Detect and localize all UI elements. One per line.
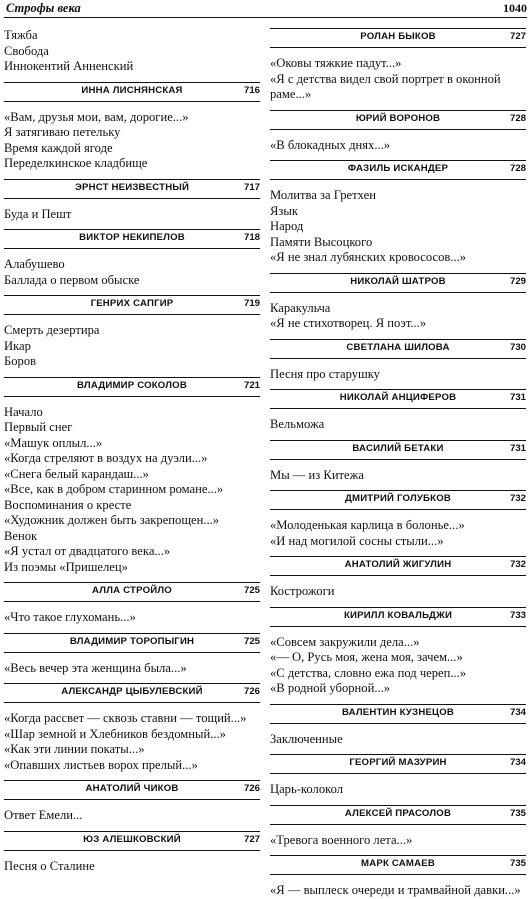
- author-heading: [270, 339, 526, 359]
- poem-title: Алабушево: [4, 257, 65, 271]
- author-page-number: 725: [243, 585, 260, 596]
- poem-title: Воспоминания о кресте: [4, 497, 132, 512]
- poem-title: «Когда рассвет — сквозь ставни — тощий...»: [4, 711, 247, 725]
- author-page-number: 719: [243, 298, 260, 309]
- poem-title: «Художник должен быть закрепощен...»: [4, 513, 220, 527]
- poem-title: Я затягиваю петельку: [4, 125, 121, 139]
- author-page-number: 731: [509, 442, 526, 454]
- author-section: [270, 273, 526, 332]
- author-heading: [4, 229, 260, 249]
- poem-title: Каракульча: [270, 300, 331, 315]
- author-section: [4, 831, 260, 875]
- author-page-number: 727: [509, 31, 526, 42]
- author-heading: [270, 110, 526, 130]
- author-name: АЛЛА СТРОЙЛО: [92, 585, 172, 596]
- author-section: [4, 582, 260, 626]
- author-name: МАРК САМАЕВ: [361, 858, 435, 869]
- poem-title: Царь-колокол: [270, 782, 344, 796]
- author-section: [4, 295, 260, 370]
- poem-title: Тяжба: [4, 28, 38, 42]
- author-heading: [270, 160, 526, 180]
- poem-title: Народ: [270, 219, 304, 233]
- author-section: [4, 82, 260, 172]
- poem-title: Язык: [270, 203, 298, 218]
- book-title: Строфы века: [6, 1, 81, 15]
- poem-title: «Все, как в добром старинном романе...»: [4, 482, 224, 496]
- poem-title: Боров: [4, 354, 37, 368]
- poem-title: Песня про старушку: [270, 366, 380, 381]
- author-heading: [270, 855, 526, 875]
- author-heading: [270, 556, 526, 576]
- author-name: ВЛАДИМИР СОКОЛОВ: [77, 379, 187, 391]
- poem-title: Кострожоги: [270, 584, 335, 598]
- poem-title: Памяти Высоцкого: [270, 234, 373, 249]
- author-name: ФАЗИЛЬ ИСКАНДЕР: [347, 163, 449, 174]
- author-name: СВЕТЛАНА ШИЛОВА: [346, 341, 450, 353]
- author-heading: [4, 582, 260, 602]
- poem-title: «Я — выплеск очереди и трамвайной давки...»: [270, 883, 521, 897]
- author-section: [4, 683, 260, 773]
- poem-title: «Машук оплыл...»: [4, 435, 103, 450]
- author-section: [270, 440, 526, 484]
- author-name: АЛЕКСЕЙ ПРАСОЛОВ: [344, 807, 452, 819]
- author-name: АЛЕКСАНДР ЦЫБУЛЕВСКИЙ: [61, 686, 203, 697]
- poem-title: «Снега белый карандаш...»: [4, 466, 149, 481]
- poem-title: Вельможа: [270, 417, 325, 431]
- author-section: [270, 490, 526, 549]
- author-section: [4, 377, 260, 576]
- author-page-number: 728: [509, 163, 526, 174]
- author-section: [270, 607, 526, 697]
- author-heading: [270, 490, 526, 510]
- author-name: ИННА ЛИСНЯНСКАЯ: [81, 84, 183, 96]
- author-name: ГЕОРГИЙ МАЗУРИН: [349, 757, 447, 768]
- author-name: ВЛАДИМИР ТОРОПЫГИН: [69, 635, 195, 647]
- poem-title: «Я не знал лубянских кровососов...»: [270, 250, 467, 264]
- author-section: [4, 229, 260, 288]
- poem-title: раме...»: [270, 87, 312, 101]
- author-name: ЮРИЙ ВОРОНОВ: [355, 112, 441, 124]
- author-page-number: 735: [509, 807, 526, 819]
- author-heading: [4, 82, 260, 102]
- author-page-number: 731: [509, 392, 526, 403]
- author-name: ВАСИЛИЙ БЕТАКИ: [352, 442, 444, 454]
- author-name: ВАЛЕНТИН КУЗНЕЦОВ: [341, 706, 455, 718]
- author-section: [270, 339, 526, 383]
- right-column: [270, 28, 526, 899]
- author-page-number: 721: [243, 379, 260, 391]
- author-page-number: 728: [509, 112, 526, 124]
- poem-title: «Когда стреляют в воздух на дуэли...»: [4, 451, 208, 465]
- author-section: [270, 110, 526, 154]
- poem-title: Буда и Пешт: [4, 206, 72, 221]
- author-page-number: 733: [509, 609, 526, 621]
- author-page-number: 718: [243, 232, 260, 243]
- poem-title: Икар: [4, 338, 31, 353]
- poem-title: Молитва за Гретхен: [270, 188, 376, 202]
- author-name: АНАТОЛИЙ ЖИГУЛИН: [344, 559, 452, 570]
- author-name: НИКОЛАЙ АНЦИФЕРОВ: [339, 392, 457, 403]
- poem-title: Время каждой ягоде: [4, 140, 113, 155]
- author-heading: [270, 607, 526, 627]
- poem-title: «Молоденькая карлица в болонье...»: [270, 518, 465, 532]
- author-section: [4, 179, 260, 223]
- author-heading: [4, 780, 260, 800]
- author-page-number: 729: [509, 275, 526, 287]
- left-column: [4, 28, 260, 874]
- author-page-number: 735: [509, 858, 526, 869]
- author-section: [270, 855, 526, 899]
- poem-title: Смерть дезертира: [4, 323, 100, 337]
- poem-title: Из поэмы «Пришелец»: [4, 559, 128, 574]
- author-page-number: 730: [509, 341, 526, 353]
- poem-title: «— О, Русь моя, жена моя, зачем...»: [270, 650, 463, 664]
- author-section: [270, 160, 526, 266]
- poem-title: «С детства, словно ежа под череп...»: [270, 665, 467, 680]
- author-heading: [4, 295, 260, 315]
- poem-title: Венок: [4, 528, 38, 543]
- poem-title: «Совсем закружили дела...»: [270, 634, 420, 649]
- author-heading: [270, 273, 526, 293]
- author-heading: [270, 440, 526, 460]
- author-heading: [270, 704, 526, 724]
- author-heading: [4, 683, 260, 703]
- author-name: АНАТОЛИЙ ЧИКОВ: [85, 783, 179, 794]
- author-section: [270, 389, 526, 433]
- poem-title: «Шар земной и Хлебников бездомный...»: [4, 726, 226, 741]
- author-page-number: 727: [243, 833, 260, 845]
- author-page-number: 732: [509, 493, 526, 504]
- poem-title: Ответ Емели...: [4, 808, 83, 822]
- author-page-number: 725: [243, 635, 260, 647]
- author-section: [270, 704, 526, 748]
- poem-title: Свобода: [4, 43, 49, 58]
- poem-title: «В блокадных днях...»: [270, 137, 391, 152]
- author-name: ЭРНСТ НЕИЗВЕСТНЫЙ: [74, 181, 190, 193]
- poem-title: «Я не стихотворец. Я поэт...»: [270, 316, 427, 330]
- poem-title: «Вам, друзья мои, вам, дорогие...»: [4, 109, 189, 124]
- poem-title: «В родной уборной...»: [270, 681, 391, 695]
- poem-title: «И над могилой сосны стыли...»: [270, 533, 444, 548]
- poem-title: «Я с детства видел свой портрет в оконной: [270, 71, 501, 86]
- poem-title: Начало: [4, 404, 43, 419]
- author-section: [4, 780, 260, 824]
- poem-title: Мы — из Китежа: [270, 467, 364, 482]
- author-name: ЮЗ АЛЕШКОВСКИЙ: [83, 833, 181, 845]
- author-page-number: 726: [243, 686, 260, 697]
- poem-title: «Опавших листьев ворох прелый...»: [4, 757, 198, 772]
- author-section: [4, 633, 260, 677]
- poem-title: «Тревога военного лета...»: [270, 832, 413, 847]
- author-heading: [4, 633, 260, 653]
- poem-title: «Весь вечер эта женщина была...»: [4, 660, 187, 675]
- poem-title: «Что такое глухомань...»: [4, 610, 136, 624]
- poem-title: Переделкинское кладбище: [4, 156, 148, 170]
- poem-title: Иннокентий Анненский: [4, 59, 134, 73]
- author-heading: [270, 28, 526, 48]
- author-section: [4, 28, 260, 75]
- author-page-number: 734: [509, 757, 526, 768]
- author-page-number: 717: [243, 181, 260, 193]
- author-name: ГЕНРИХ САПГИР: [90, 298, 174, 309]
- author-section: [270, 556, 526, 600]
- author-heading: [270, 805, 526, 825]
- author-heading: [270, 754, 526, 774]
- author-page-number: 726: [243, 783, 260, 794]
- author-page-number: 732: [509, 559, 526, 570]
- poem-title: «Я устал от двадцатого века...»: [4, 544, 171, 558]
- author-heading: [4, 179, 260, 199]
- author-section: [270, 28, 526, 103]
- author-section: [270, 754, 526, 798]
- poem-title: Песня о Сталине: [4, 858, 95, 873]
- author-page-number: 734: [509, 706, 526, 718]
- author-heading: [4, 377, 260, 397]
- author-name: КИРИЛЛ КОВАЛЬДЖИ: [343, 609, 453, 621]
- author-section: [270, 805, 526, 849]
- running-header: [4, 0, 527, 18]
- author-page-number: 716: [243, 84, 260, 96]
- author-name: НИКОЛАЙ ШАТРОВ: [350, 275, 446, 287]
- poem-title: «Как эти линии покаты...»: [4, 742, 145, 756]
- page-number: 1040: [503, 1, 527, 15]
- author-heading: [270, 389, 526, 409]
- author-name: ВИКТОР НЕКИПЕЛОВ: [79, 232, 185, 243]
- author-name: РОЛАН БЫКОВ: [360, 31, 436, 42]
- poem-title: «Оковы тяжкие падут...»: [270, 56, 402, 70]
- poem-title: Заключенные: [270, 731, 343, 746]
- author-heading: [4, 831, 260, 851]
- author-name: ДМИТРИЙ ГОЛУБКОВ: [344, 493, 451, 504]
- poem-title: Первый снег: [4, 420, 73, 434]
- poem-title: Баллада о первом обыске: [4, 272, 140, 287]
